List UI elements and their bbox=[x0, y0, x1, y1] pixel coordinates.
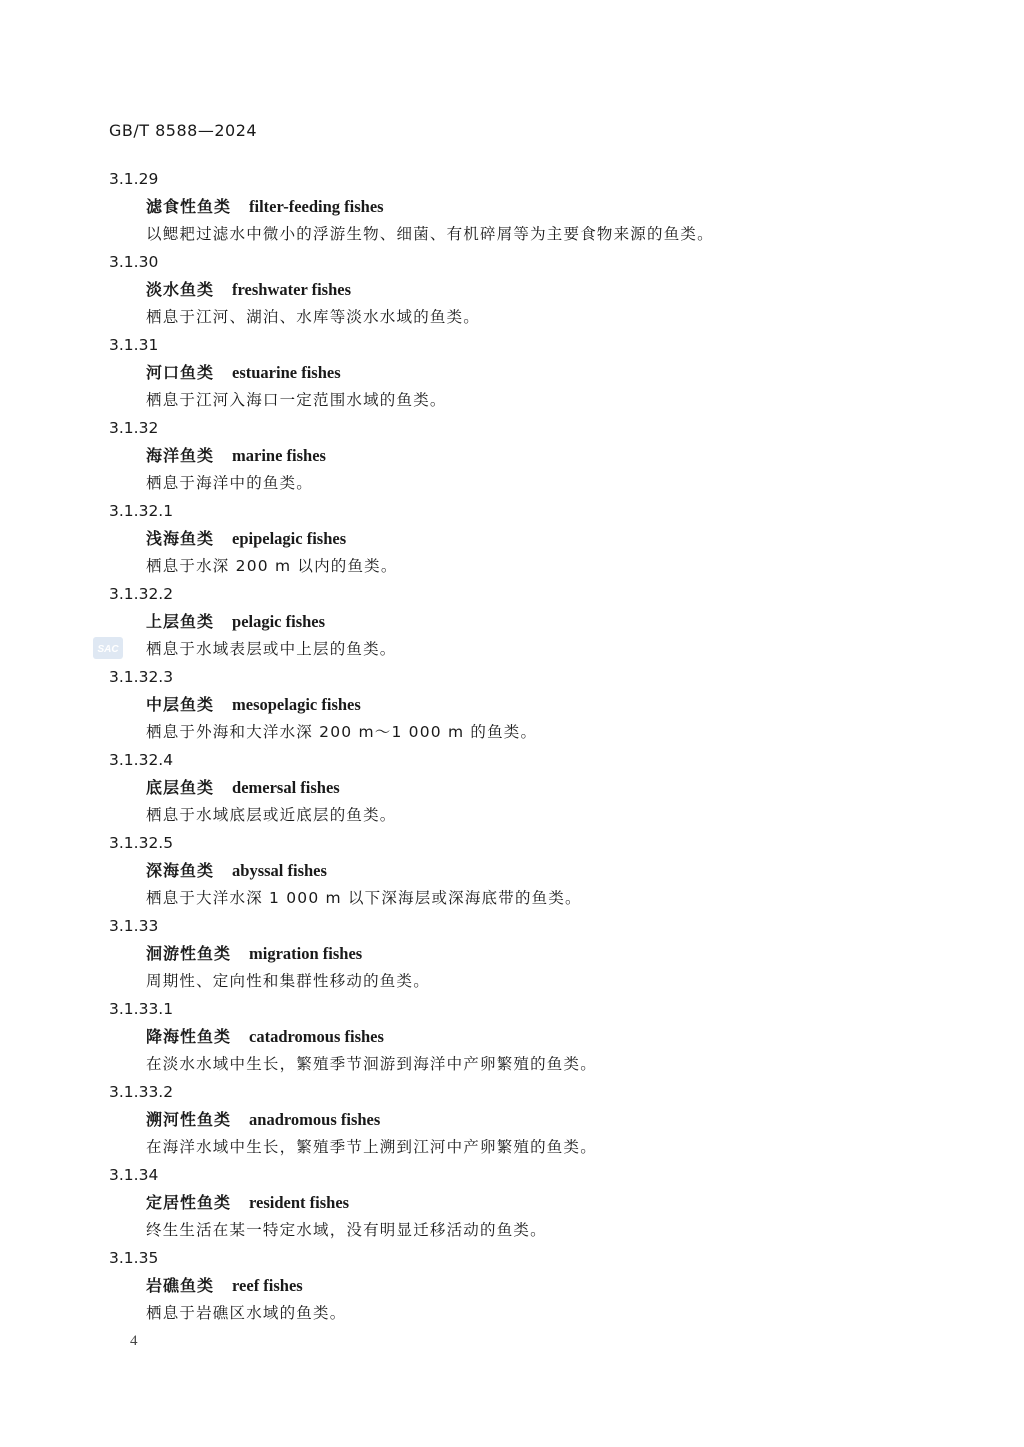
term-chinese: 岩礁鱼类 bbox=[146, 1275, 215, 1295]
term-english: pelagic fishes bbox=[232, 611, 326, 631]
term-chinese: 上层鱼类 bbox=[146, 611, 215, 631]
term-english: reef fishes bbox=[232, 1275, 303, 1295]
term-chinese: 海洋鱼类 bbox=[146, 445, 215, 465]
entry-number: 3.1.33 bbox=[109, 917, 159, 935]
entry-term bbox=[146, 525, 346, 553]
entry-definition: 栖息于外海和大洋水深 200 m～1 000 m 的鱼类。 bbox=[146, 723, 538, 742]
term-english: epipelagic fishes bbox=[232, 528, 347, 548]
entry-number: 3.1.34 bbox=[109, 1166, 159, 1184]
entry-definition: 在淡水水域中生长，繁殖季节洄游到海洋中产卵繁殖的鱼类。 bbox=[146, 1055, 597, 1074]
term-english: marine fishes bbox=[232, 445, 326, 465]
entry-term bbox=[146, 774, 340, 802]
entry-number: 3.1.33.1 bbox=[109, 1000, 174, 1018]
term-chinese: 中层鱼类 bbox=[146, 694, 215, 714]
entry-term bbox=[146, 1106, 380, 1134]
entry-definition: 栖息于大洋水深 1 000 m 以下深海层或深海底带的鱼类。 bbox=[146, 889, 582, 908]
term-chinese: 滤食性鱼类 bbox=[146, 196, 232, 216]
entry-number: 3.1.29 bbox=[109, 170, 159, 188]
term-english: resident fishes bbox=[249, 1192, 350, 1212]
entry-number: 3.1.30 bbox=[109, 253, 159, 271]
term-english: filter-feeding fishes bbox=[249, 196, 384, 216]
term-chinese: 淡水鱼类 bbox=[146, 279, 215, 299]
term-chinese: 定居性鱼类 bbox=[146, 1192, 232, 1212]
entry-definition: 以鳃耙过滤水中微小的浮游生物、细菌、有机碎屑等为主要食物来源的鱼类。 bbox=[146, 225, 714, 244]
term-english: mesopelagic fishes bbox=[232, 694, 361, 714]
term-chinese: 底层鱼类 bbox=[146, 777, 215, 797]
entry-term bbox=[146, 940, 362, 968]
entry-definition: 栖息于水深 200 m 以内的鱼类。 bbox=[146, 557, 398, 576]
entry-term bbox=[146, 359, 341, 387]
term-chinese: 深海鱼类 bbox=[146, 860, 215, 880]
term-english: demersal fishes bbox=[232, 777, 340, 797]
term-english: anadromous fishes bbox=[249, 1109, 381, 1129]
entry-number: 3.1.32 bbox=[109, 419, 159, 437]
entry-number: 3.1.32.2 bbox=[109, 585, 174, 603]
entry-definition: 栖息于海洋中的鱼类。 bbox=[146, 474, 314, 493]
svg-text:SAC: SAC bbox=[97, 644, 119, 655]
entry-number: 3.1.33.2 bbox=[109, 1083, 174, 1101]
entry-number: 3.1.35 bbox=[109, 1249, 159, 1267]
term-chinese: 浅海鱼类 bbox=[146, 528, 215, 548]
term-english: migration fishes bbox=[249, 943, 363, 963]
entry-definition: 栖息于江河、湖泊、水库等淡水水域的鱼类。 bbox=[146, 308, 481, 327]
entry-definition: 栖息于岩礁区水域的鱼类。 bbox=[146, 1304, 347, 1323]
entry-term bbox=[146, 193, 384, 221]
entry-term bbox=[146, 1023, 384, 1051]
term-chinese: 河口鱼类 bbox=[146, 362, 215, 382]
term-english: catadromous fishes bbox=[249, 1026, 384, 1046]
entry-term bbox=[146, 442, 326, 470]
entry-definition: 栖息于水域表层或中上层的鱼类。 bbox=[146, 640, 397, 659]
term-chinese: 洄游性鱼类 bbox=[146, 943, 232, 963]
entry-definition: 终生生活在某一特定水域，没有明显迁移活动的鱼类。 bbox=[146, 1221, 547, 1240]
entry-term bbox=[146, 857, 327, 885]
entry-number: 3.1.32.1 bbox=[109, 502, 174, 520]
entry-term bbox=[146, 691, 361, 719]
entry-number: 3.1.32.5 bbox=[109, 834, 174, 852]
entry-number: 3.1.32.4 bbox=[109, 751, 174, 769]
sac-watermark-logo bbox=[93, 637, 123, 659]
entry-definition: 周期性、定向性和集群性移动的鱼类。 bbox=[146, 972, 430, 991]
term-english: freshwater fishes bbox=[232, 279, 352, 299]
entry-number: 3.1.31 bbox=[109, 336, 159, 354]
entry-definition: 栖息于水域底层或近底层的鱼类。 bbox=[146, 806, 397, 825]
entry-term bbox=[146, 608, 325, 636]
entry-term bbox=[146, 1272, 303, 1300]
entry-definition: 在海洋水域中生长，繁殖季节上溯到江河中产卵繁殖的鱼类。 bbox=[146, 1138, 597, 1157]
page-number: 4 bbox=[130, 1333, 138, 1349]
entry-term bbox=[146, 1189, 349, 1217]
term-english: estuarine fishes bbox=[232, 362, 341, 382]
standard-code-header: GB/T 8588—2024 bbox=[109, 121, 258, 140]
entry-term bbox=[146, 276, 351, 304]
entry-number: 3.1.32.3 bbox=[109, 668, 174, 686]
term-chinese: 降海性鱼类 bbox=[146, 1026, 232, 1046]
term-chinese: 溯河性鱼类 bbox=[146, 1109, 232, 1129]
entry-definition: 栖息于江河入海口一定范围水域的鱼类。 bbox=[146, 391, 447, 410]
term-english: abyssal fishes bbox=[232, 860, 327, 880]
